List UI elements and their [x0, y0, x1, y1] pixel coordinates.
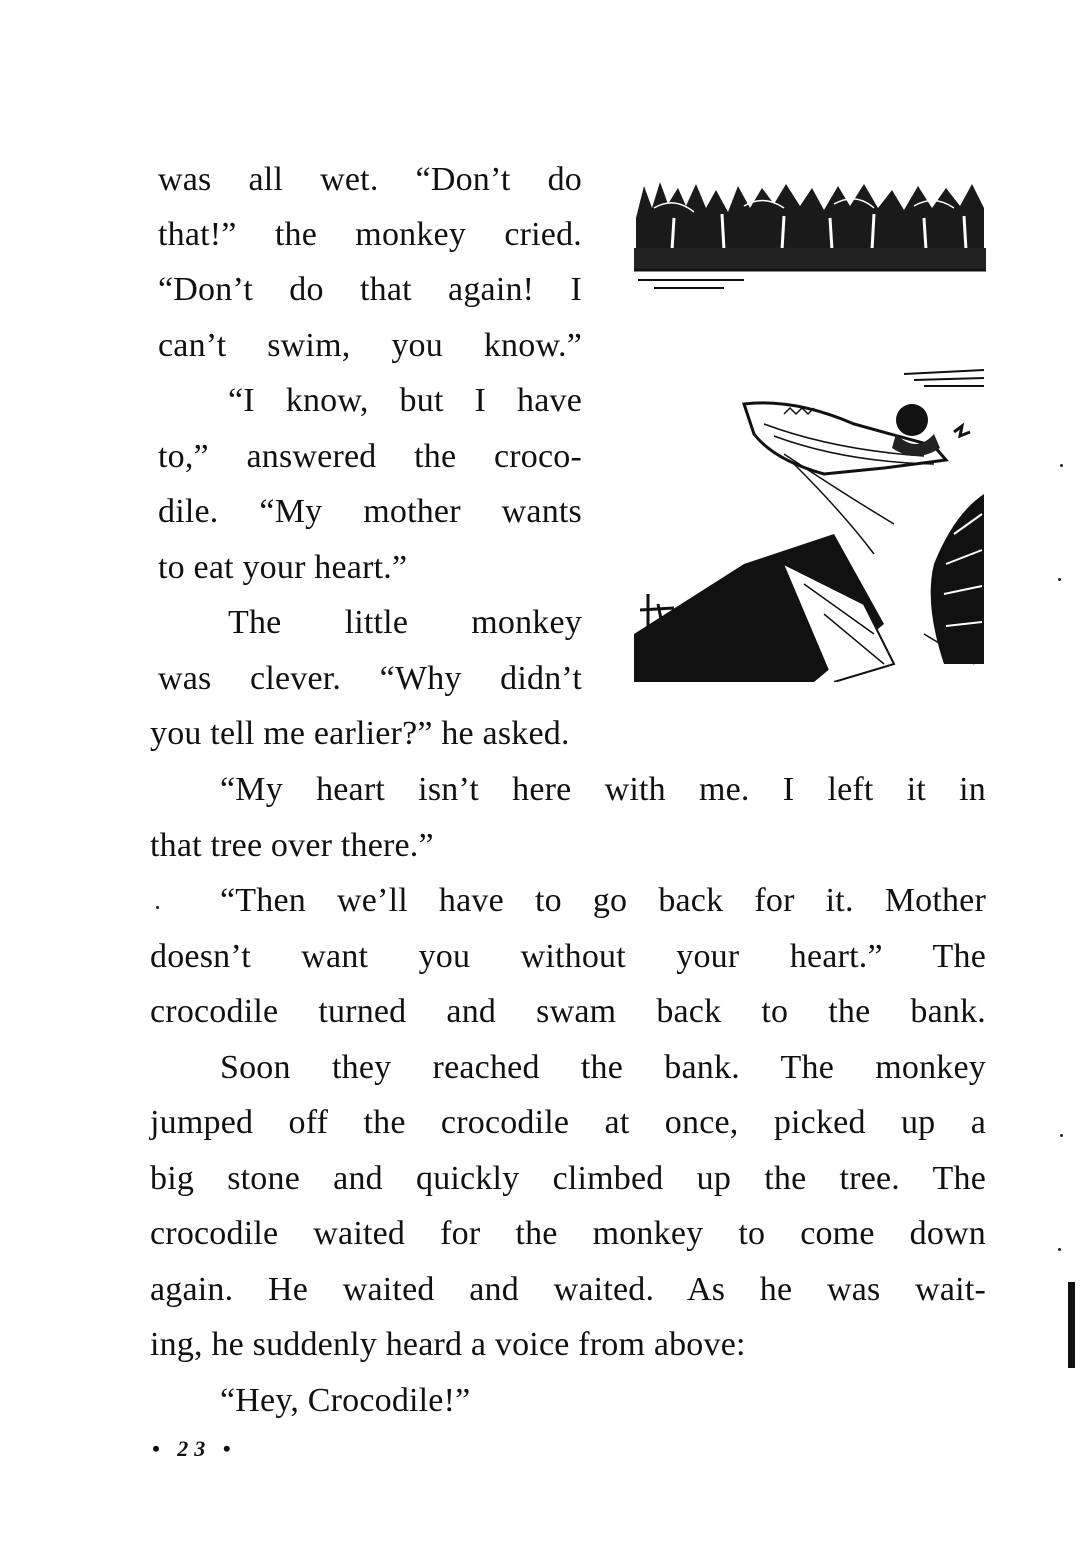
text-line: doesn’t want you without your heart.” The [150, 938, 986, 975]
speck [156, 906, 159, 909]
speck [1058, 1248, 1061, 1251]
text-line: crocodile waited for the monkey to come down [150, 1215, 986, 1252]
text-line: The little monkey [228, 604, 582, 641]
text-line: jumped off the crocodile at once, picked up a [150, 1104, 986, 1141]
margin-mark [1068, 1282, 1075, 1368]
page-number: • 23 • [152, 1436, 237, 1461]
text-line: was all wet. “Don’t do [158, 161, 582, 198]
text-line: dile. “My mother wants [158, 493, 582, 530]
text-line: to,” answered the croco- [158, 438, 582, 475]
crocodile-carrying-monkey-illustration [634, 364, 986, 682]
text-line: that!” the monkey cried. [158, 216, 582, 253]
text-line: that tree over there.” [150, 827, 434, 864]
text-line: again. He waited and waited. As he was wait- [150, 1271, 986, 1308]
text-line: crocodile turned and swam back to the bank. [150, 993, 986, 1030]
speck [1060, 464, 1063, 467]
text-line: Soon they reached the bank. The monkey [220, 1049, 986, 1086]
text-line: can’t swim, you know.” [158, 327, 582, 364]
text-line: to eat your heart.” [158, 549, 408, 586]
text-line: big stone and quickly climbed up the tree. The [150, 1160, 986, 1197]
speck [1058, 578, 1061, 581]
riverbank-trees-illustration [634, 178, 986, 296]
text-line: you tell me earlier?” he asked. [150, 715, 570, 752]
text-line: was clever. “Why didn’t [158, 660, 582, 697]
text-line: “Hey, Crocodile!” [220, 1382, 471, 1419]
text-line: “Then we’ll have to go back for it. Mother [220, 882, 986, 919]
text-line: “My heart isn’t here with me. I left it in [220, 771, 986, 808]
text-line: “Don’t do that again! I [158, 271, 582, 308]
speck [1060, 1134, 1063, 1137]
text-line: ing, he suddenly heard a voice from above: [150, 1326, 746, 1363]
text-line: “I know, but I have [228, 382, 582, 419]
